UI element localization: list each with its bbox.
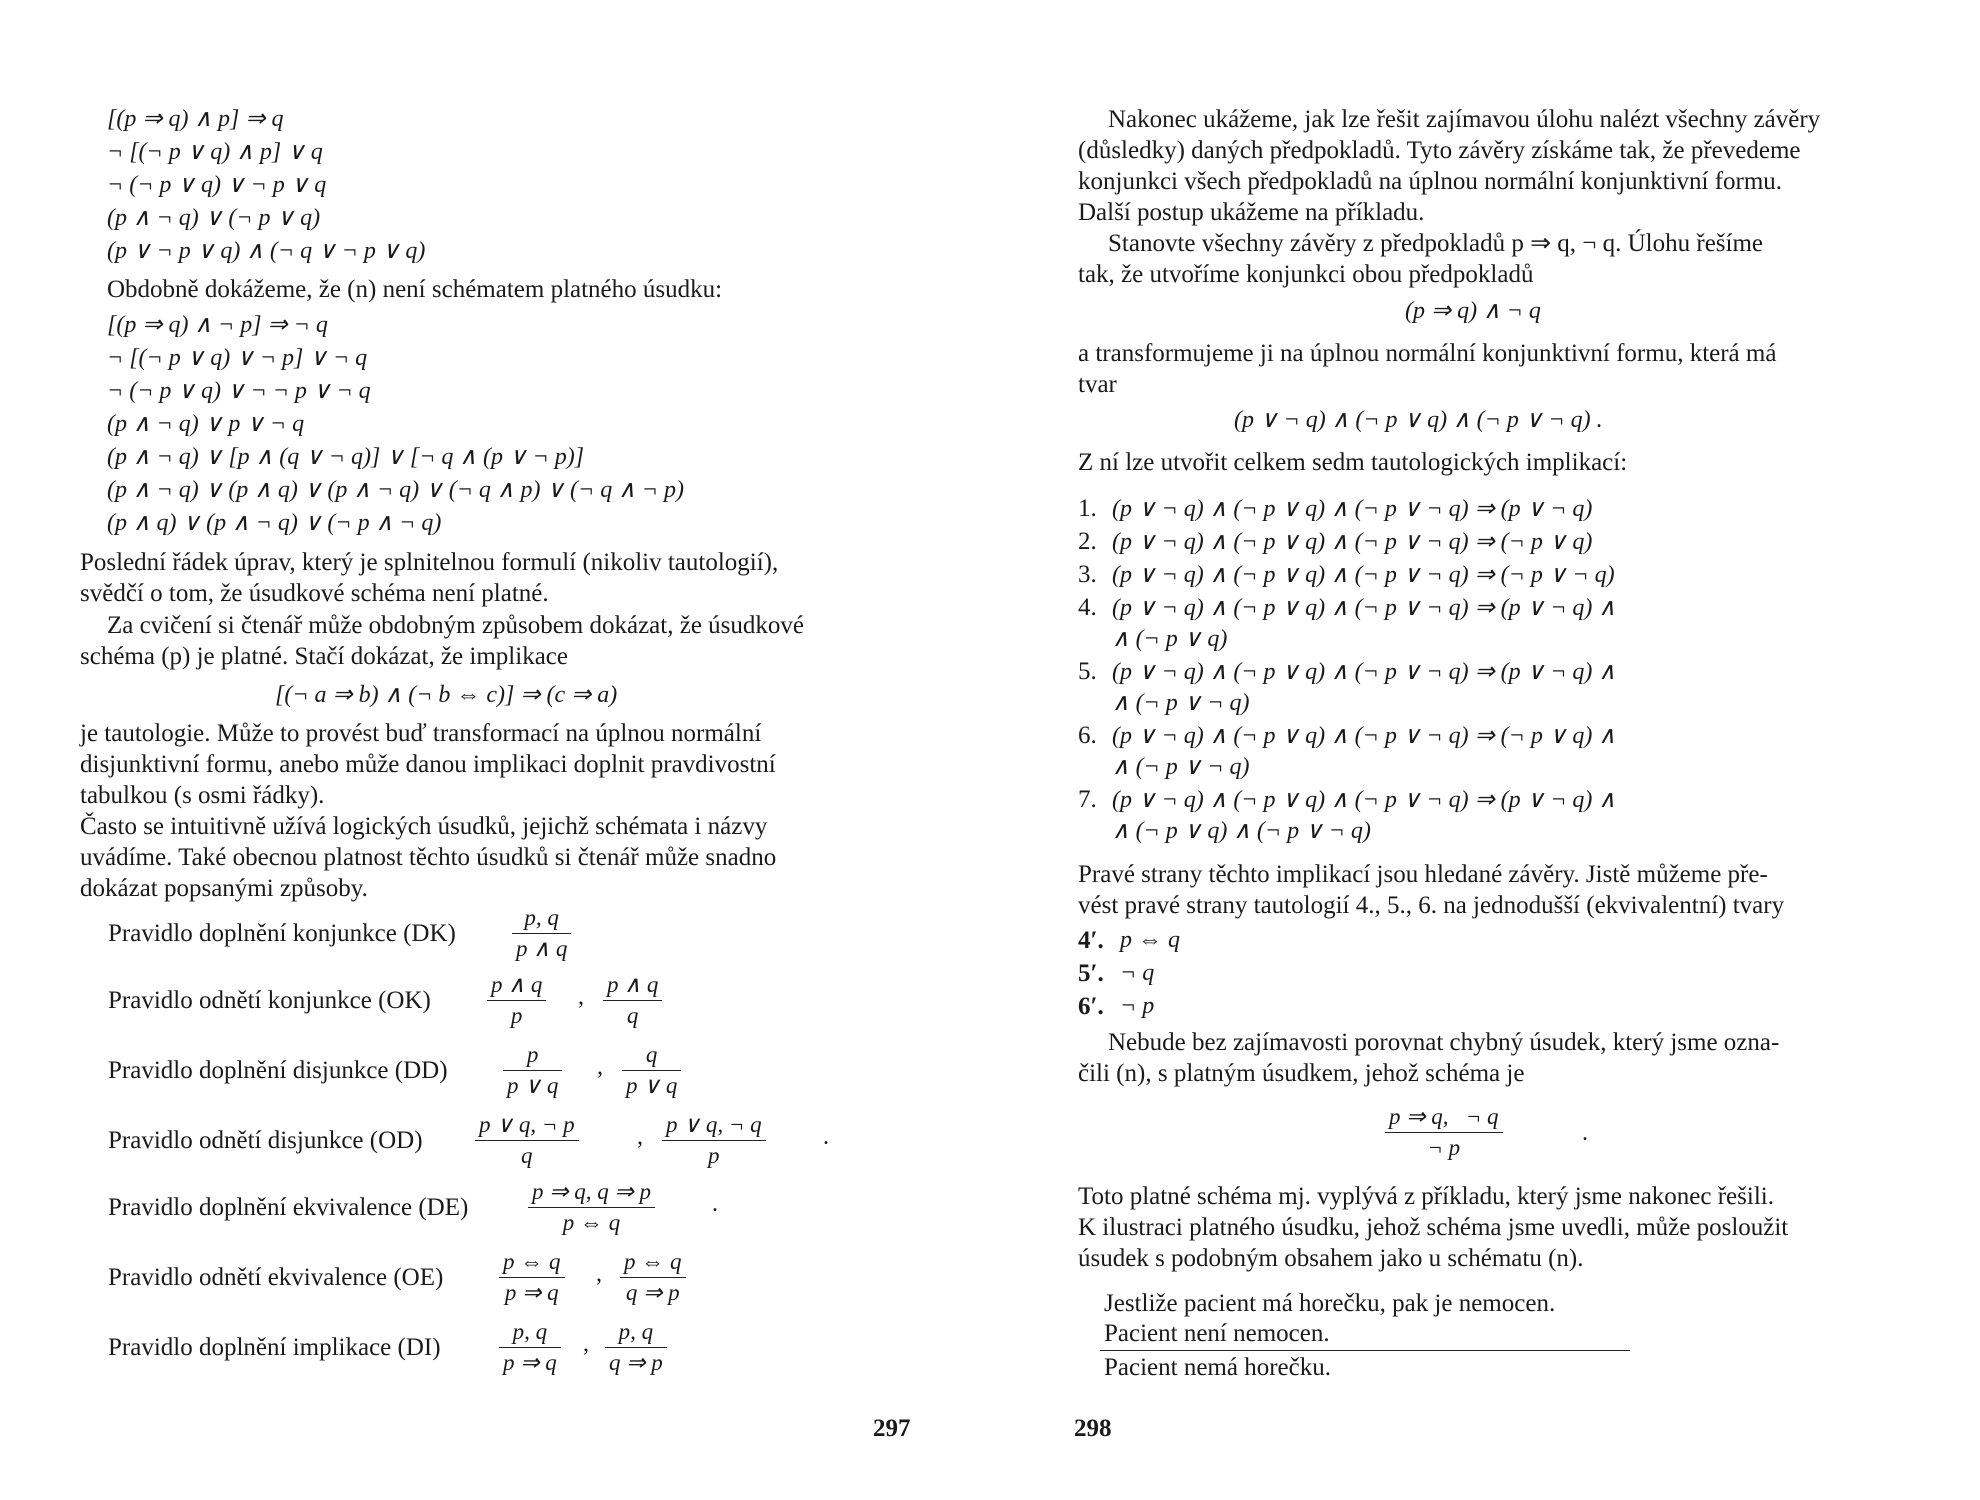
rule-label: Pravidlo odnětí disjunkce (OD) [108,1127,423,1154]
paragraph-line: tabulkou (s osmi řádky). [80,782,325,809]
implication-formula: [(¬ a ⇒ b) ∧ (¬ b ⇔ c)] ⇒ (c ⇒ a) [275,682,618,708]
example-premise: Pacient není nemocen. [1104,1320,1330,1347]
formula-line: ¬ (¬ p ∨ q) ∨ ¬ ¬ p ∨ ¬ q [107,378,371,404]
paragraph-line: čili (n), s platným úsudkem, jehož schéma je [1078,1060,1525,1087]
rule-fraction [528,1179,655,1236]
paragraph-line: Nakonec ukážeme, jak lze řešit zajímavou úlohu nalézt všechny závěry [1108,106,1821,133]
example-premise: Jestliže pacient má horečku, pak je nemocen. [1104,1290,1556,1317]
rule-label: Pravidlo doplnění implikace (DI) [108,1334,441,1361]
fraction-denominator: p ⇒ q [503,1350,557,1375]
fraction-numerator: p, q [512,905,571,934]
implication-number: 6. [1078,722,1097,749]
simplified-formula: ¬ p [1120,993,1155,1019]
paragraph-line: Další postup ukážeme na příkladu. [1078,199,1425,226]
formula-line: ¬ [(¬ p ∨ q) ∨ ¬ p] ∨ ¬ q [107,345,368,371]
paragraph-line: Z ní lze utvořit celkem sedm tautologických implikací: [1078,449,1628,476]
fraction-numerator: p, q [605,1319,667,1348]
fraction-numerator: p ∧ q [603,972,662,1001]
implication-number: 5. [1078,658,1097,685]
conclusion-rule [1100,1350,1630,1351]
rule-fraction [620,1249,686,1306]
paragraph-line: Poslední řádek úprav, který je splnitelnou formulí (nikoliv tautologií), [80,549,779,576]
implication-number: 4. [1078,594,1097,621]
rule-fraction [499,1319,561,1376]
formula-line: [(p ⇒ q) ∧ ¬ p] ⇒ ¬ q [107,312,328,338]
formula-line: [(p ⇒ q) ∧ p] ⇒ q [107,106,284,132]
fraction-denominator: q [626,1003,639,1028]
fraction-denominator: q ⇒ p [609,1350,663,1375]
paragraph-line: Pravé strany těchto implikací jsou hledané závěry. Jistě můžeme pře- [1078,861,1768,888]
display-formula: (p ⇒ q) ∧ ¬ q [1405,298,1541,324]
formula-line: (p ∧ ¬ q) ∨ [p ∧ (q ∨ ¬ q)] ∨ [¬ q ∧ (p ∨ ¬ p)] [107,444,585,470]
rule-label: Pravidlo doplnění ekvivalence (DE) [108,1194,469,1221]
period: . [1582,1120,1588,1146]
paragraph-line: (důsledky) daných předpokladů. Tyto závěry získáme tak, že převedeme [1078,137,1801,164]
formula-line: (p ∧ ¬ q) ∨ (¬ p ∨ q) [107,205,321,231]
fraction-numerator: p ⇒ q, q ⇒ p [528,1179,655,1208]
implication-number: 3. [1078,561,1097,588]
rule-label: Pravidlo odnětí konjunkce (OK) [108,987,431,1014]
fraction-denominator: p ∨ q [626,1073,678,1098]
implication-number: 7. [1078,786,1097,813]
paragraph-line: tvar [1078,371,1117,398]
simplified-formula: ¬ q [1120,960,1155,986]
implication-line: (p ∨ ¬ q) ∧ (¬ p ∨ q) ∧ (¬ p ∨ ¬ q) ⇒ (p ∨ ¬ q) [1112,496,1593,522]
implication-line: (p ∨ ¬ q) ∧ (¬ p ∨ q) ∧ (¬ p ∨ ¬ q) ⇒ (p ∨ ¬ q) ∧ [1112,787,1616,813]
implication-line: ∧ (¬ p ∨ ¬ q) [1112,690,1250,716]
fraction-numerator: p [503,1042,562,1071]
paragraph-line: Stanovte všechny závěry z předpokladů p ⇒ q, ¬ q. Úlohu řešíme [1108,230,1764,257]
formula-line: (p ∨ ¬ p ∨ q) ∧ (¬ q ∨ ¬ p ∨ q) [107,238,426,264]
period: . [712,1191,718,1217]
paragraph-line: Nebude bez zajímavosti porovnat chybný úsudek, který jsme ozna- [1108,1029,1780,1056]
comma-separator: , [596,1261,602,1287]
implication-line: (p ∨ ¬ q) ∧ (¬ p ∨ q) ∧ (¬ p ∨ ¬ q) ⇒ (¬ p ∨ ¬ q) [1112,562,1615,588]
paragraph-line: disjunktivní formu, anebo může danou implikaci doplnit pravdivostní [80,751,776,778]
rule-fraction [503,1042,562,1099]
implication-line: (p ∨ ¬ q) ∧ (¬ p ∨ q) ∧ (¬ p ∨ ¬ q) ⇒ (p ∨ ¬ q) ∧ [1112,595,1616,621]
formula-line: (p ∧ ¬ q) ∨ p ∨ ¬ q [107,411,305,437]
rule-fraction [662,1112,766,1169]
formula-line: ¬ (¬ p ∨ q) ∨ ¬ p ∨ q [107,172,327,198]
display-formula: (p ∨ ¬ q) ∧ (¬ p ∨ q) ∧ (¬ p ∨ ¬ q) . [1234,407,1603,433]
comma-separator: , [583,1331,589,1357]
simplified-formula: p ⇔ q [1120,927,1180,953]
implication-number: 2. [1078,528,1097,555]
implication-line: (p ∨ ¬ q) ∧ (¬ p ∨ q) ∧ (¬ p ∨ ¬ q) ⇒ (¬ p ∨ q) [1112,529,1593,555]
formula-line: ¬ [(¬ p ∨ q) ∧ p] ∨ q [107,139,323,165]
implication-line: (p ∨ ¬ q) ∧ (¬ p ∨ q) ∧ (¬ p ∨ ¬ q) ⇒ (p ∨ ¬ q) ∧ [1112,659,1616,685]
implication-line: ∧ (¬ p ∨ q) ∧ (¬ p ∨ ¬ q) [1112,818,1371,844]
implication-line: ∧ (¬ p ∨ ¬ q) [1112,754,1250,780]
fraction-denominator: q ⇒ p [625,1280,680,1305]
paragraph-line: je tautologie. Může to provést buď transformací na úplnou normální [80,720,762,747]
fraction-denominator: p ∨ q [507,1073,559,1098]
fraction-numerator: p ∧ q [487,972,546,1001]
implication-line: ∧ (¬ p ∨ q) [1112,626,1228,652]
implication-number: 1. [1078,495,1097,522]
fraction-denominator: p ∧ q [516,936,568,961]
rule-fraction [499,1249,565,1306]
paragraph-line: a transformujeme ji na úplnou normální konjunktivní formu, která má [1078,340,1777,367]
fraction-denominator: p [708,1143,720,1168]
fraction-numerator: p ∨ q, ¬ q [662,1112,766,1141]
right-page [990,0,1980,1500]
implication-line: (p ∨ ¬ q) ∧ (¬ p ∨ q) ∧ (¬ p ∨ ¬ q) ⇒ (¬ p ∨ q) ∧ [1112,723,1616,749]
paragraph-line: konjunkci všech předpokladů na úplnou normální konjunktivní formu. [1078,168,1783,195]
similarly-text: Obdobně dokážeme, že (n) není schématem platného úsudku: [107,276,723,303]
fraction-denominator: q [521,1143,533,1168]
fraction-numerator: p ⇔ q [499,1249,565,1278]
formula-line: (p ∧ ¬ q) ∨ (p ∧ q) ∨ (p ∧ ¬ q) ∨ (¬ q ∧ p) ∨ (¬ q ∧ ¬ p) [107,477,684,503]
fraction-denominator: p ⇔ q [562,1210,621,1235]
fraction-numerator: q [622,1042,681,1071]
rule-label: Pravidlo doplnění disjunkce (DD) [108,1057,448,1084]
paragraph-line: schéma (p) je platné. Stačí dokázat, že implikace [80,643,568,670]
formula-line: (p ∧ q) ∨ (p ∧ ¬ q) ∨ (¬ p ∧ ¬ q) [107,510,442,536]
fraction-denominator: p ⇒ q [504,1280,559,1305]
paragraph-line: Často se intuitivně užívá logických úsudků, jejichž schémata i názvy [80,813,768,840]
fraction-denominator: p [510,1003,523,1028]
rule-label: Pravidlo odnětí ekvivalence (OE) [108,1264,444,1291]
comma-separator: , [578,984,584,1010]
comma-separator: , [597,1054,603,1080]
simplified-number: 6′. [1078,993,1104,1020]
paragraph-line: svědčí o tom, že úsudkové schéma není platné. [80,580,549,607]
paragraph-line: vést pravé strany tautologií 4., 5., 6. na jednodušší (ekvivalentní) tvary [1078,892,1785,919]
simplified-number: 4′. [1078,927,1104,954]
paragraph-line: tak, že utvoříme konjunkci obou předpokladů [1078,261,1534,288]
paragraph-line: dokázat popsanými způsoby. [80,875,368,902]
example-conclusion: Pacient nemá horečku. [1104,1354,1331,1381]
rule-fraction [475,1112,579,1169]
comma-separator: , [637,1124,643,1150]
fraction-numerator: p, q [499,1319,561,1348]
valid-scheme-fraction [1385,1104,1503,1161]
paragraph-line: uvádíme. Také obecnou platnost těchto úsudků si čtenář může snadno [80,844,777,871]
paragraph-line: Toto platné schéma mj. vyplývá z příkladu, který jsme nakonec řešili. [1078,1183,1774,1210]
rule-fraction [622,1042,681,1099]
page-number: 297 [873,1415,911,1442]
paragraph-line: úsudek s podobným obsahem jako u schématu (n). [1078,1245,1584,1272]
rule-label: Pravidlo doplnění konjunkce (DK) [108,920,456,947]
simplified-number: 5′. [1078,960,1104,987]
page-number: 298 [1074,1415,1112,1442]
paragraph-line: Za cvičení si čtenář může obdobným způsobem dokázat, že úsudkové [107,612,804,639]
fraction-numerator: p ⇒ q, ¬ q [1385,1104,1503,1133]
fraction-denominator: ¬ p [1427,1135,1461,1160]
fraction-numerator: p ∨ q, ¬ p [475,1112,579,1141]
rule-fraction [487,972,546,1029]
fraction-numerator: p ⇔ q [620,1249,686,1278]
rule-fraction [605,1319,667,1376]
rule-fraction [603,972,662,1029]
rule-fraction [512,905,571,962]
period: . [823,1124,829,1150]
paragraph-line: K ilustraci platného úsudku, jehož schéma jsme uvedli, může posloužit [1078,1214,1789,1241]
